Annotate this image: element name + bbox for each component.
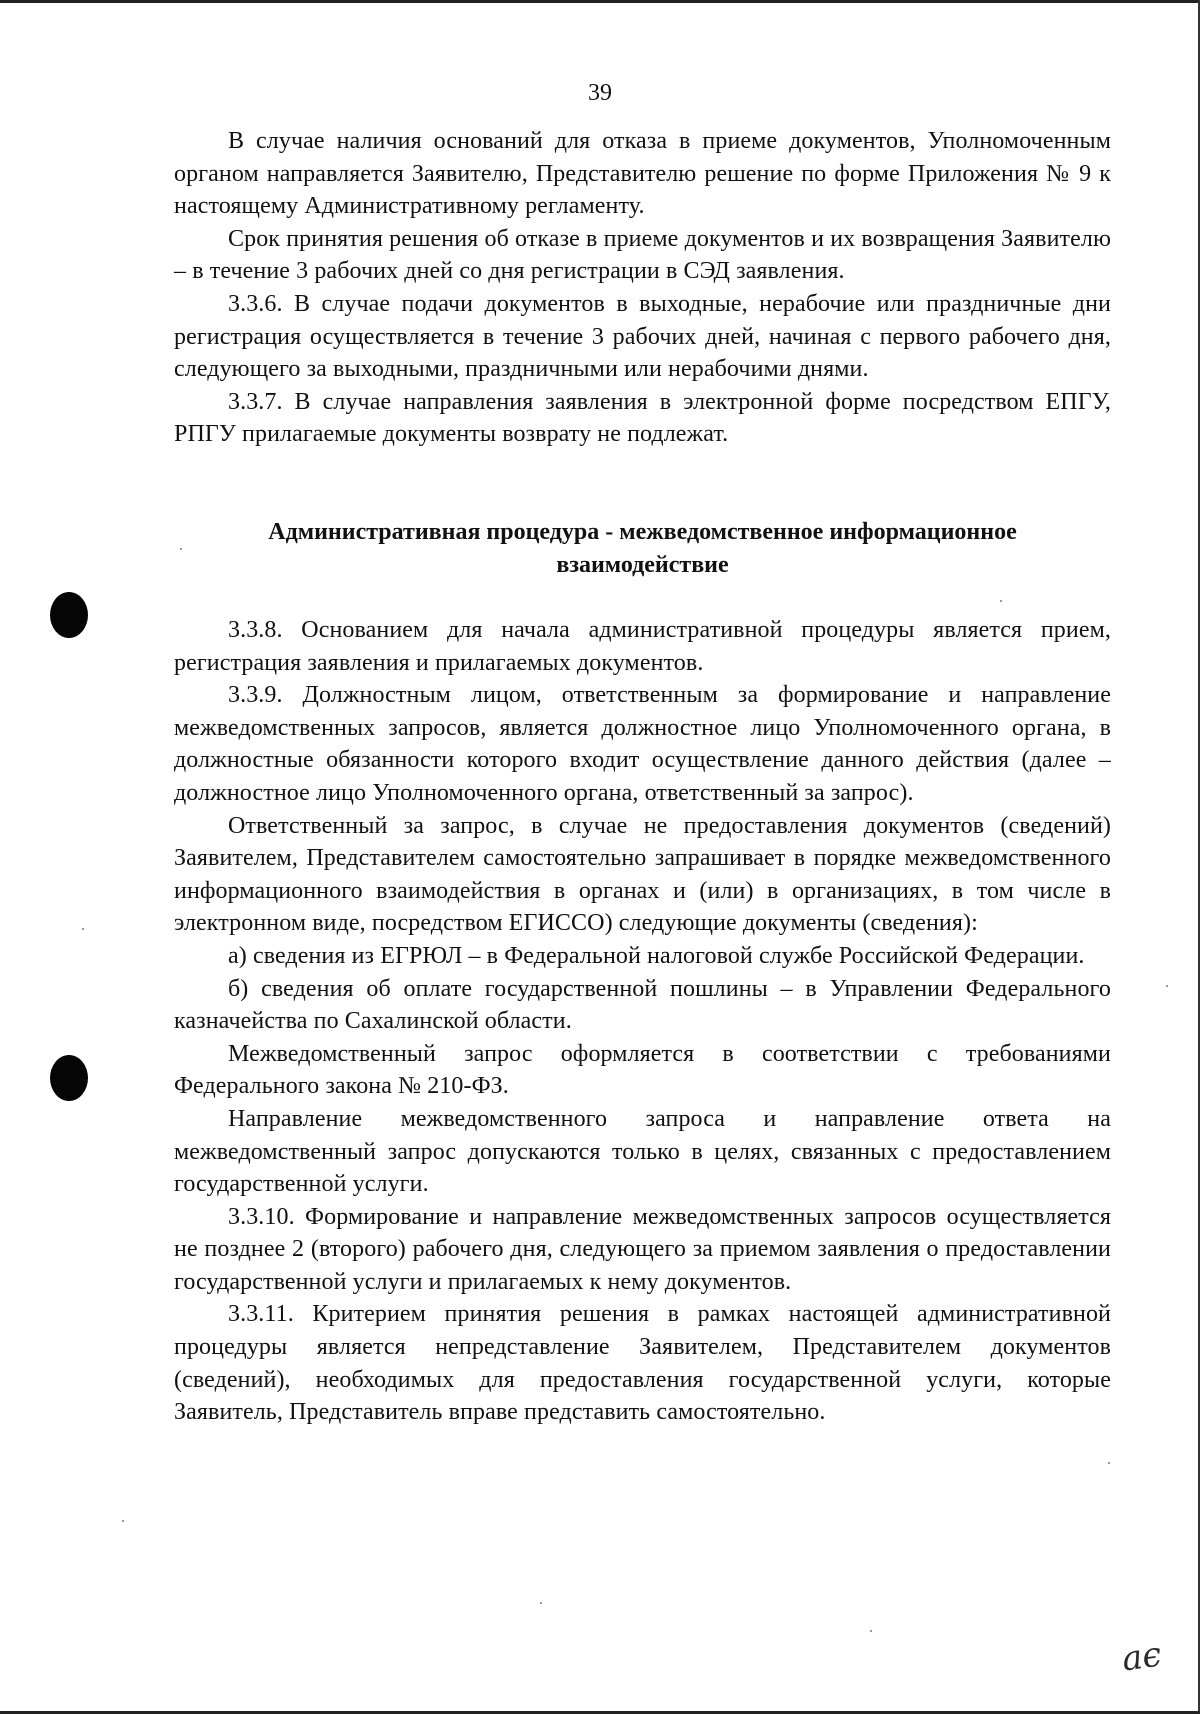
- paragraph: 3.3.10. Формирование и направление межведомственных запросов осуществляется не позднее 2 (второго) рабочего дня, следующего за приемом заявления о предоставлении государственной услуги и прилагаемых к нему документов.: [174, 1203, 1111, 1295]
- paragraph: б) сведения об оплате государственной пошлины – в Управлении Федерального казначейства по Сахалинской области.: [174, 975, 1111, 1035]
- scan-speck: [1000, 600, 1002, 602]
- page-number: 39: [588, 80, 612, 106]
- punch-hole-upper: [50, 592, 88, 638]
- scan-speck: [870, 1630, 872, 1632]
- scan-top-edge: [0, 0, 1200, 3]
- paragraph: 3.3.7. В случае направления заявления в электронной форме посредством ЕПГУ, РПГУ прилагаемые документы возврату не подлежат.: [174, 388, 1111, 448]
- section-interagency: [174, 614, 1111, 1429]
- scan-speck: [122, 1520, 124, 1522]
- section-heading-line2: взаимодействие: [556, 551, 729, 578]
- paragraph: 3.3.9. Должностным лицом, ответственным за формирование и направление межведомственных запросов, является должностное лицо Уполномоченного органа, в должностные обязанности которого входит осуществление данного действия (далее – должностное лицо Уполномоченного органа, ответственный за запрос).: [174, 682, 1111, 806]
- paragraph: В случае наличия оснований для отказа в приеме документов, Уполномоченным органом направляется Заявителю, Представителю решение по форме Приложения № 9 к настоящему Административному регламенту.: [174, 128, 1111, 220]
- scan-speck: [1108, 1462, 1110, 1464]
- paragraph: Ответственный за запрос, в случае не предоставления документов (сведений) Заявителем, Представителем самостоятельно запрашивает в порядке межведомственного информационного взаимодействия в органах и (или) в организациях, в том числе в электронном виде, посредством ЕГИССО) следующие документы (сведения):: [174, 812, 1111, 937]
- paragraph: а) сведения из ЕГРЮЛ – в Федеральной налоговой службе Российской Федерации.: [228, 942, 1085, 969]
- paragraph: 3.3.6. В случае подачи документов в выходные, нерабочие или праздничные дни регистрация осуществляется в течение 3 рабочих дней, начиная с первого рабочего дня, следующего за выходными, праздничными или нерабочими днями.: [174, 290, 1111, 383]
- scan-speck: [540, 1602, 542, 1604]
- paragraph: Срок принятия решения об отказе в приеме документов и их возвращения Заявителю – в течение 3 рабочих дней со дня регистрации в СЭД заявления.: [174, 225, 1111, 285]
- paragraph: 3.3.11. Критерием принятия решения в рамках настоящей административной процедуры является непредставление Заявителем, Представителем документов (сведений), необходимых для предоставления государственной услуги, которые Заявитель, Представитель вправе представить самостоятельно.: [174, 1301, 1111, 1426]
- scan-speck: [1166, 985, 1168, 987]
- paragraph: Направление межведомственного запроса и направление ответа на межведомственный запрос допускаются только в целях, связанных с предоставлением государственной услуги.: [174, 1105, 1111, 1198]
- section-heading: [174, 516, 1111, 581]
- scan-speck: [82, 928, 84, 930]
- handwritten-initials: ає: [1119, 1634, 1164, 1680]
- scan-speck: [180, 548, 182, 550]
- paragraph: Межведомственный запрос оформляется в соответствии с требованиями Федерального закона № 210-ФЗ.: [174, 1040, 1111, 1100]
- punch-hole-lower: [50, 1055, 88, 1101]
- paragraph: 3.3.8. Основанием для начала административной процедуры является прием, регистрация заявления и прилагаемых документов.: [174, 617, 1111, 676]
- section-heading-line1: Административная процедура - межведомственное информационное: [268, 519, 1017, 545]
- section-refusal: [174, 125, 1111, 451]
